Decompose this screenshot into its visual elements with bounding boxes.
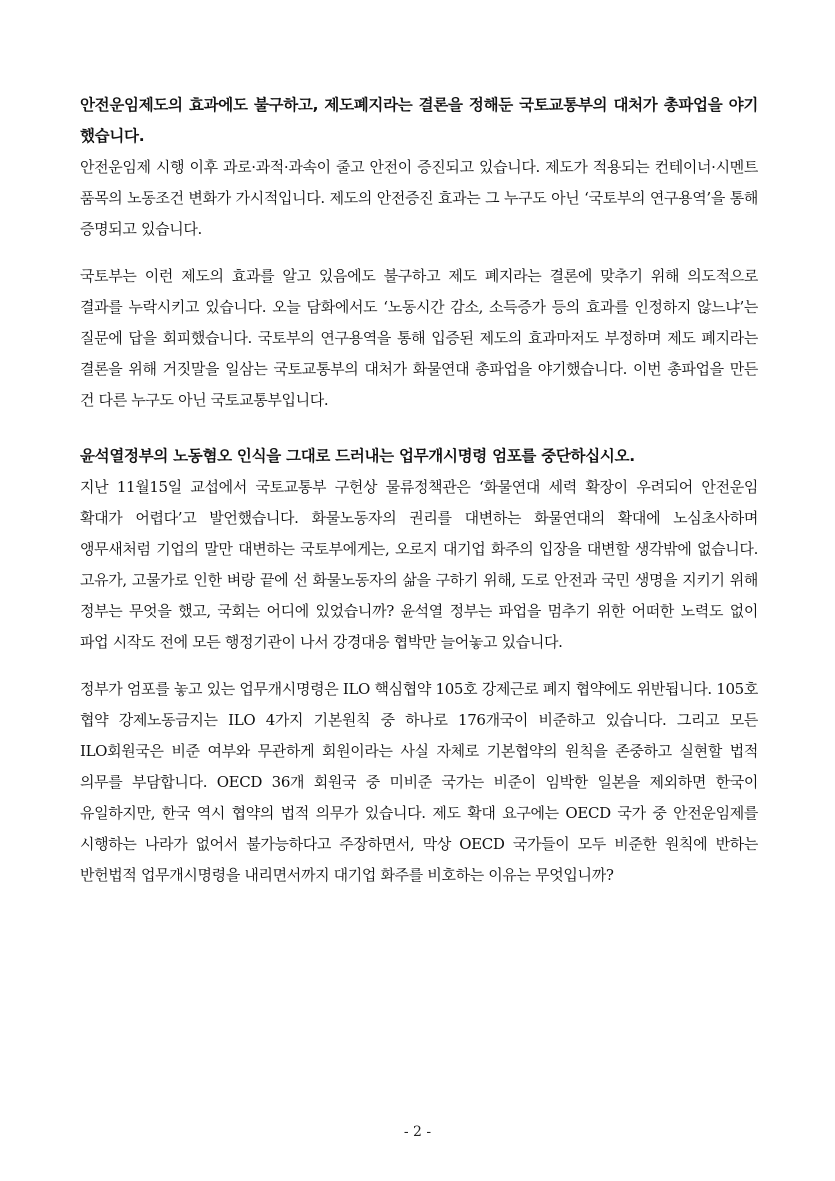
section-2-heading: 윤석열정부의 노동혐오 인식을 그대로 드러내는 업무개시명령 엄포를 중단하십시오. [80, 447, 635, 465]
section-1-paragraph-1: 안전운임제 시행 이후 과로·과적·과속이 줄고 안전이 증진되고 있습니다. 제도가 적용되는 컨테이너·시멘트 품목의 노동조건 변화가 가시적입니다. 제도의 안전증진 효과는 그 누구도 아닌 ‘국토부의 연구용역’을 통해 증명되고 있습니다. [80, 158, 758, 238]
section-1-heading: 안전운임제도의 효과에도 불구하고, 제도폐지라는 결론을 정해둔 국토교통부의 대처가 총파업을 야기했습니다. [80, 96, 758, 145]
section-2-paragraph-1: 지난 11월15일 교섭에서 국토교통부 구헌상 물류정책관은 ‘화물연대 세력 확장이 우려되어 안전운임 확대가 어렵다’고 발언했습니다. 화물노동자의 권리를 대변하는 화물연대의 확대에 노심초사하며 앵무새처럼 기업의 말만 대변하는 국토부에게는, 오로지 대기업 화주의 입장을 대변할 생각밖에 없습니다. 고유가, 고물가로 인한 벼랑 끝에 선 화물노동자의 삶을 구하기 위해, 도로 안전과 국민 생명을 지키기 위해 정부는 무엇을 했고, 국회는 어디에 있었습니까? 윤석열 정부는 파업을 멈추기 위한 어떠한 노력도 없이 파업 시작도 전에 모든 행정기관이 나서 강경대응 협박만 늘어놓고 있습니다. [80, 478, 758, 651]
section-2-paragraph-2: 정부가 엄포를 놓고 있는 업무개시명령은 ILO 핵심협약 105호 강제근로 폐지 협약에도 위반됩니다. 105호 협약 강제노동금지는 ILO 4가지 기본원칙 중 하나로 176개국이 비준하고 있습니다. 그리고 모든 ILO회원국은 비준 여부와 무관하게 회원이라는 사실 자체로 기본협약의 원칙을 존중하고 실현할 법적 의무를 부담합니다. OECD 36개 회원국 중 미비준 국가는 비준이 임박한 일본을 제외하면 한국이 유일하지만, 한국 역시 협약의 법적 의무가 있습니다. 제도 확대 요구에는 OECD 국가 중 안전운임제를 시행하는 나라가 없어서 불가능하다고 주장하면서, 막상 OECD 국가들이 모두 비준한 원칙에 반하는 반헌법적 업무개시명령을 내리면서까지 대기업 화주를 비호하는 이유는 무엇입니까? [80, 680, 758, 884]
paragraph-spacer [80, 245, 758, 261]
section-1-paragraph-2: 국토부는 이런 제도의 효과를 알고 있음에도 불구하고 제도 폐지라는 결론에 맞추기 위해 의도적으로 결과를 누락시키고 있습니다. 오늘 담화에서도 ‘노동시간 감소, 소득증가 등의 효과를 인정하지 않느냐’는 질문에 답을 회피했습니다. 국토부의 연구용역을 통해 입증된 제도의 효과마저도 부정하며 제도 폐지라는 결론을 위해 거짓말을 일삼는 국토교통부의 대처가 화물연대 총파업을 야기했습니다. 이번 총파업을 만든 건 다른 누구도 아닌 국토교통부입니다. [80, 267, 758, 409]
document-body [80, 90, 758, 891]
section-spacer [80, 416, 758, 441]
paragraph-spacer [80, 658, 758, 674]
page-number: - 2 - [403, 1124, 432, 1140]
